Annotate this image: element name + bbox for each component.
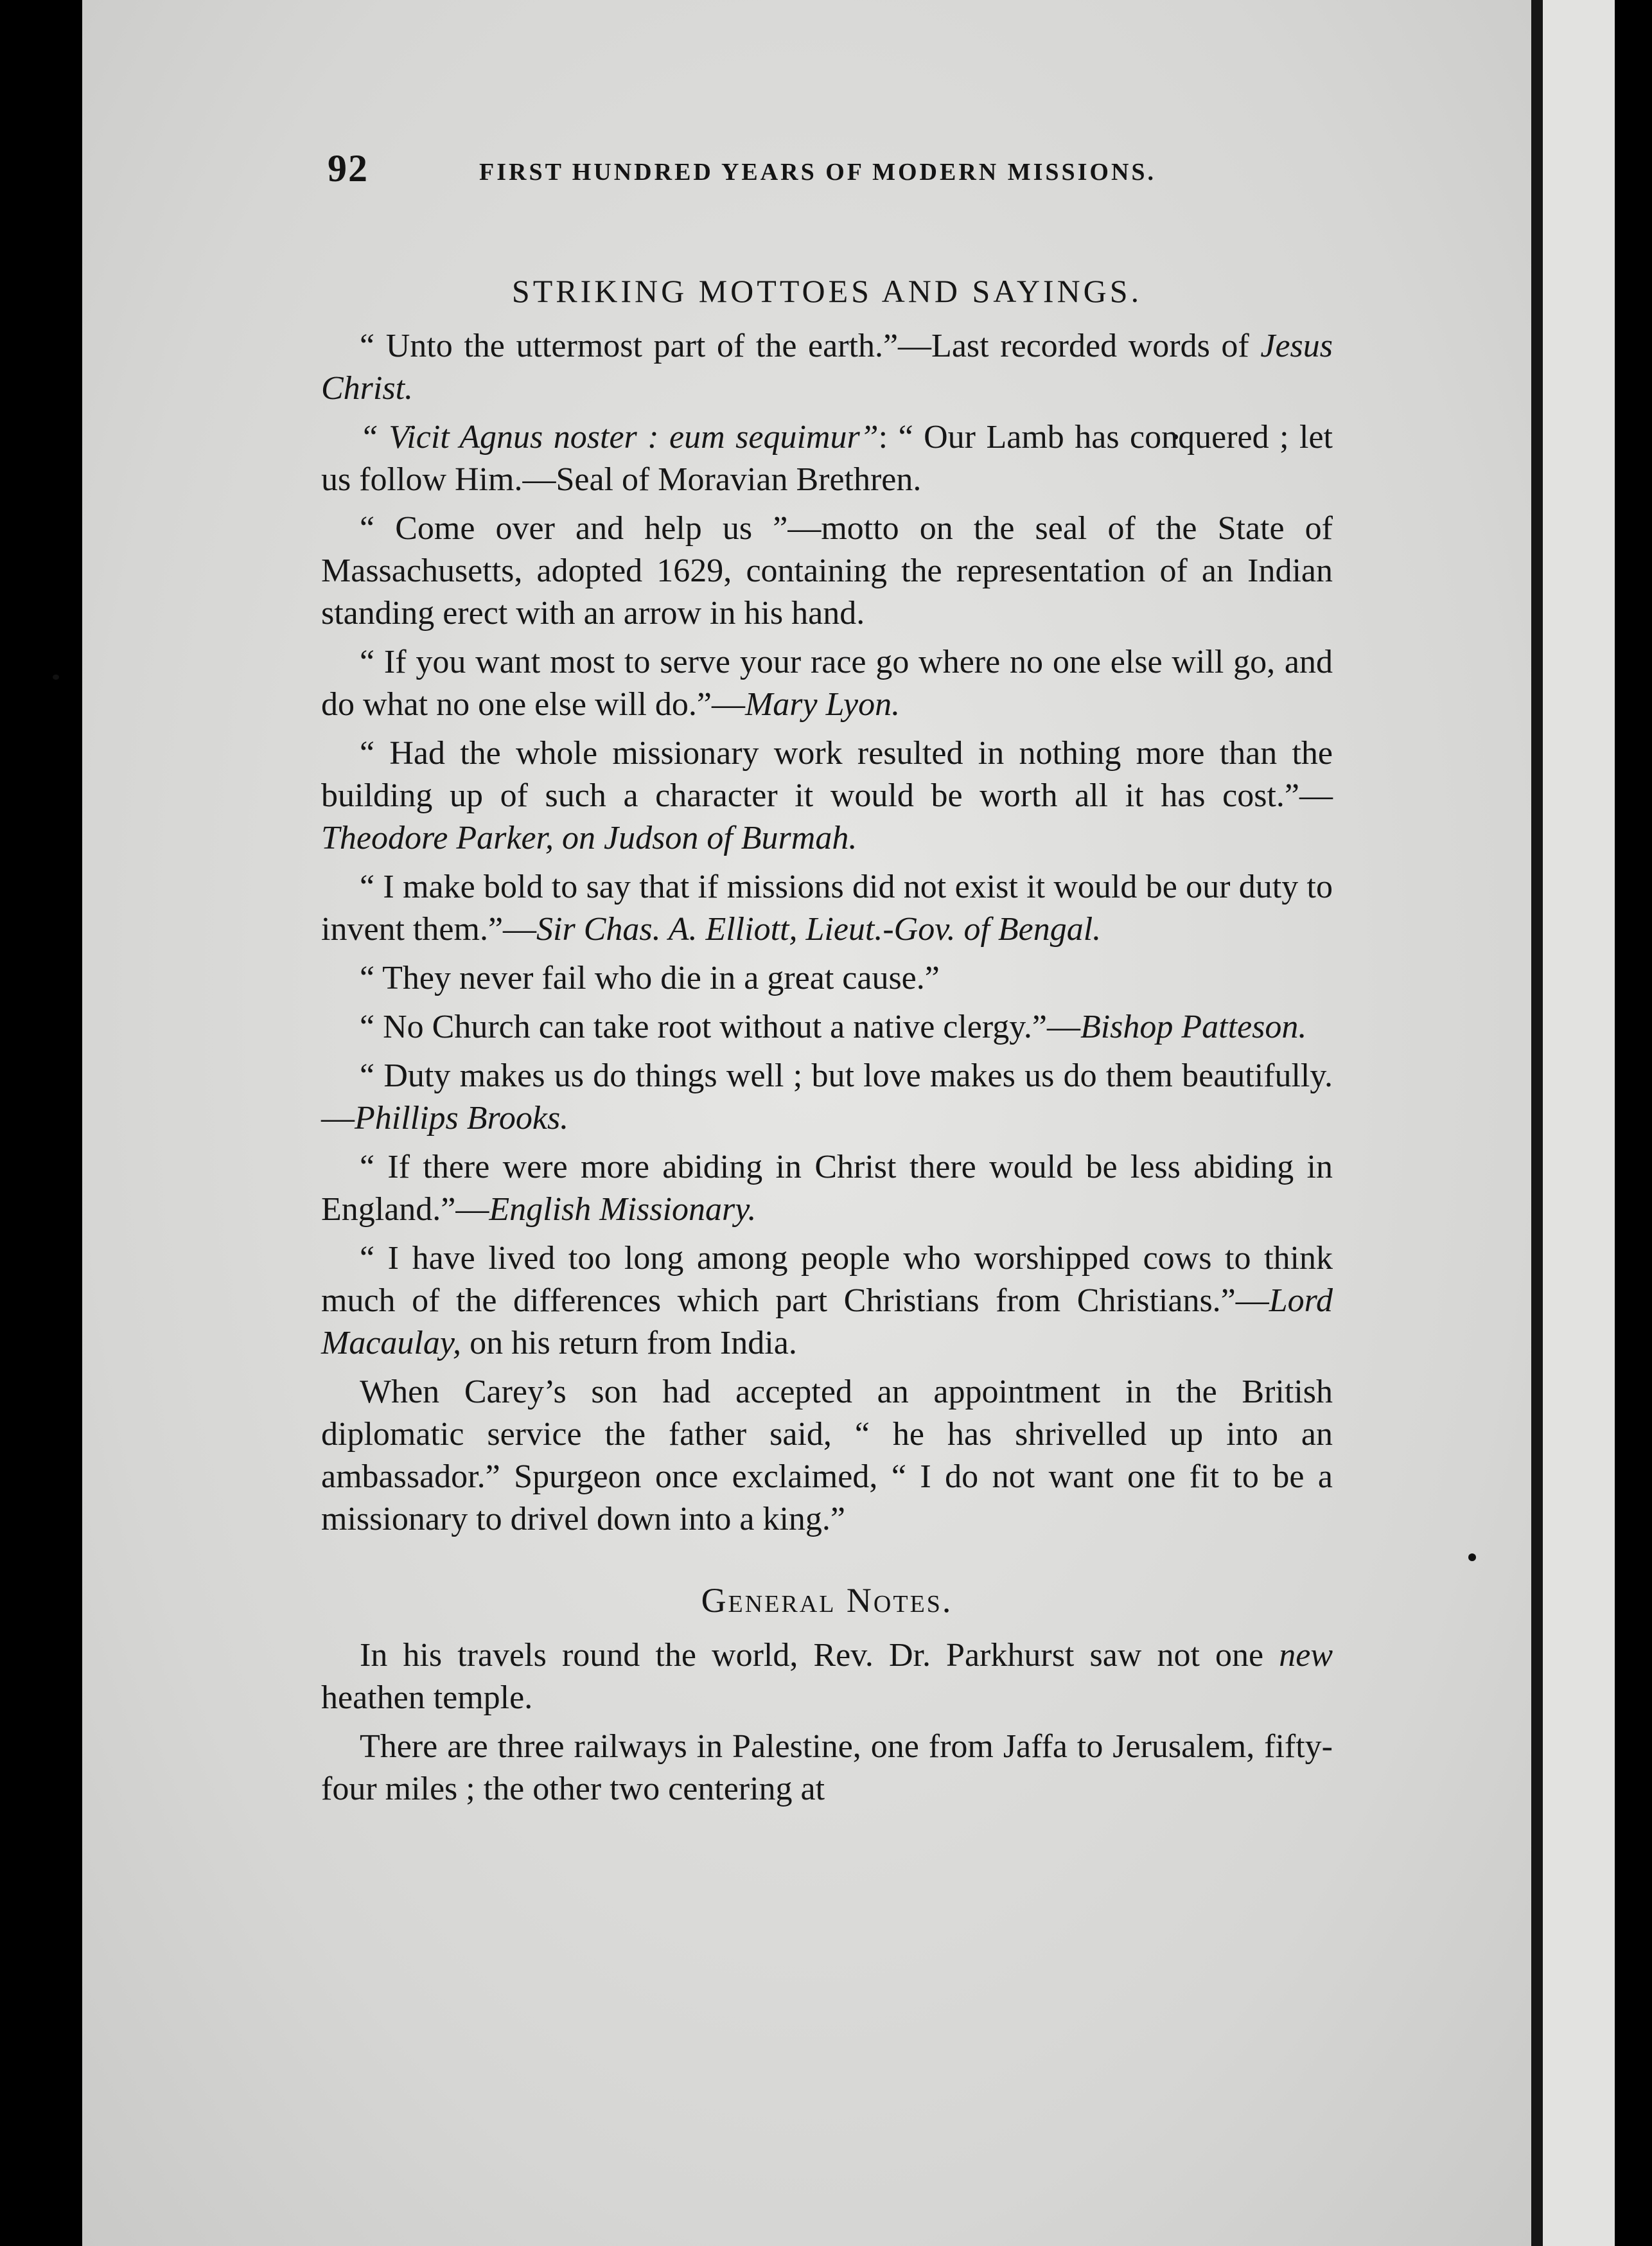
quote-paragraph: “ They never fail who die in a great cause.”	[360, 960, 940, 996]
quote-attribution: Theodore Parker, on Judson of Burmah.	[321, 820, 857, 856]
ink-speck	[53, 675, 59, 680]
quote-attribution: English Missionary.	[489, 1191, 757, 1228]
quote-attribution: Jesus Christ.	[321, 328, 1333, 407]
emphasis: new	[1279, 1637, 1333, 1674]
quote-paragraph: “ Unto the uttermost part of the earth.”—Last recorded words of Jesus Christ.	[321, 328, 1333, 407]
quote-attribution: Sir Chas. A. Elliott, Lieut.-Gov. of Bengal.	[536, 911, 1102, 948]
latin-motto: “ Vicit Agnus noster : eum sequimur”	[360, 419, 879, 455]
ink-speck	[1468, 1553, 1476, 1561]
quote-attribution: Lord Macaulay,	[321, 1282, 1333, 1361]
quote-attribution: Mary Lyon.	[744, 686, 901, 723]
next-page-edge	[1543, 0, 1615, 2246]
quote-paragraph: “ If there were more abiding in Christ there would be less abiding in England.”—English Missionary.	[321, 1149, 1333, 1228]
note-paragraph: In his travels round the world, Rev. Dr. Parkhurst saw not one new heathen temple.	[321, 1637, 1333, 1716]
page-number: 92	[328, 147, 369, 190]
body-text	[321, 270, 1333, 1817]
note-paragraph: There are three railways in Palestine, one from Jaffa to Jerusalem, fifty-four miles ; the other two centering at	[321, 1728, 1333, 1807]
section-heading: STRIKING MOTTOES AND SAYINGS.	[511, 273, 1143, 309]
quote-paragraph: “ I make bold to say that if missions did not exist it would be our duty to invent them.”—Sir Chas. A. Elliott, Lieut.-Gov. of Bengal.	[321, 869, 1333, 948]
quote-paragraph: “ Had the whole missionary work resulted in nothing more than the building up of such a character it would be worth all it has cost.”—Theodore Parker, on Judson of Burmah.	[321, 735, 1333, 856]
quote-paragraph: “ Duty makes us do things well ; but love makes us do them beautifully.—Phillips Brooks.	[321, 1057, 1333, 1136]
notes-heading: General Notes.	[701, 1581, 953, 1620]
quote-paragraph: “ Come over and help us ”—motto on the seal of the State of Massachusetts, adopted 1629, containing the representation of an Indian standing erect with an arrow in his hand.	[321, 510, 1333, 632]
quote-attribution: Bishop Patteson.	[1080, 1009, 1307, 1045]
quote-paragraph: “ I have lived too long among people who worshipped cows to think much of the differences which part Christians from Christians.”—Lord Macaulay, on his return from India.	[321, 1240, 1333, 1361]
running-head	[328, 146, 1227, 204]
quote-paragraph: “ If you want most to serve your race go where no one else will go, and do what no one else will do.”—Mary Lyon.	[321, 644, 1333, 723]
quote-paragraph: When Carey’s son had accepted an appointment in the British diplomatic service the father said, “ he has shrivelled up into an ambassador.” Spurgeon once exclaimed, “ I do not want one fit to be a missionary to drivel down into a king.”	[321, 1374, 1333, 1537]
quote-attribution: Phillips Brooks.	[355, 1100, 569, 1136]
running-title: FIRST HUNDRED YEARS OF MODERN MISSIONS.	[479, 159, 1157, 186]
quote-paragraph: “ No Church can take root without a native clergy.”—Bishop Patteson.	[360, 1009, 1307, 1045]
quote-paragraph: “ Vicit Agnus noster : eum sequimur”: “ Our Lamb has conquered ; let us follow Him.—Seal of Moravian Brethren.	[321, 419, 1333, 498]
page-gutter	[1531, 0, 1543, 2246]
